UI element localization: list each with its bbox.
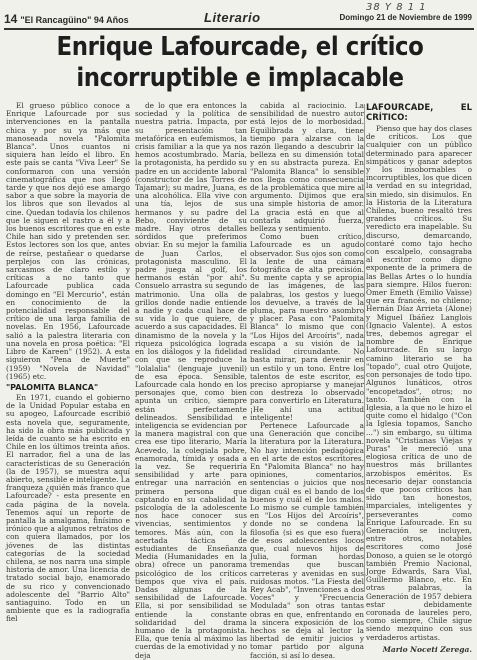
handwritten-archive-note: 38 Y 8 1 1 xyxy=(366,2,427,13)
paragraph: Pertenece Lafourcade a una Generación que concibe la literatura por la Literatura. No hay intención pedagógica en el arte de estos escritores. En "Palomita Blanca" no hay opiniones, comentarios, sentencias o juicios que nos digan cuál es el bando de los buenos y cuál el de los malos. Lo mismo se cumple también en "Los Hijos del Arcoíris", donde no se condena la filosofía (si es que eso fuera) de esos adolescentes locos que, cual nuevos hijos de Julia, forman hordas tremendas que buscan carreteras y avenidas en sus ruidosas motos. "La Fiesta del Rey Acab", "Invenciones a dos Voces" y "Frecuencia Modulada" son otras tantas obras en que, enfrentando en la sincera exposición de los hechos se deja al lector la libertad de emitir juicios y tomar partido por alguna facción, si así lo desea. xyxy=(250,420,364,660)
subheading: "PALOMITA BLANCA" xyxy=(6,382,99,392)
paragraph: cabida al raciocinio. La sensibilidad de nuestro autor está lejos de lo morbosidad. Equilibrada y clara, tiene tiempo para alzarse con la razón llegando a descubrir la belleza en su dimensión total y en su abstracta pureza. En "Palomita Blanca" lo sensible nos llega como consecuencia de la problemática que mire al argumento. Dijimos que era una simple historia de amor. La gracia está en que al contarla adquirió fuerza, belleza y sentimiento. xyxy=(250,101,364,234)
article-headline xyxy=(38,32,443,94)
sidebar-column xyxy=(366,103,472,654)
header-left xyxy=(4,12,129,26)
paragraph: El grueso público conoce a Enrique Lafourcade por sus intervenciones en la pantalla chica y por su ya más que manoseada novela "Palomita Blanca". Unos cuantos ni siquiera han leído el libro. En este país se canta "Viva Leer" Se conformaron con una versión cinematográfica que nos llegó tarde y que nos dejó ese amargo sabor a que sobre la mayoría de los libros que son llevados al cine. Quedan todavía los chilenos que le siguen el rastro a él y a los buenos escritores que en este Chile han sido y pretenden ser. Estos lectores son los que, antes de reírse, pestañear o quedarse perplejos con las crónicas, sarcasmos de claro estilo y críticas a no tanto que Lafourcade publica cada domingo en "El Mercurio", están en conocimiento de la potencialidad responsable del crítico de una larga familia de novelas. En 1956, Lafourcade salió a la palestra literaria con una novela en prosa poética: "El Libro de Kareen" (1952). A esta siguieron "Pena de Muerte" (1959) "Novela de Navidad" (1965) etc. xyxy=(6,101,130,381)
author-signature: Mario Noceti Zerega. xyxy=(382,644,472,654)
page-header xyxy=(4,12,474,26)
header-rule xyxy=(4,28,474,30)
headline-line-2: incorruptible e implacable xyxy=(76,63,404,93)
article-column-3 xyxy=(250,101,364,660)
paragraph: Pienso que hay dos clases de críticos. Los que cualquier con un público determinado para aparecer simpáticos y ganar adeptos y los insobornables o incorruptibles, los que dicen la verdad en su integridad, sin miedo, sin disimulos. En la Historia de la Literatura Chilena, bueno resaltó tres grandes críticos. Su veredicto era inapelable. Su discurso, demarcando, contaré como tajo hecho con escalpelo, consagraba al escritor como digno exponente de la primera de las Bellas Artes o lo hundía para siempre. Hilos fueron: Omer Emeth (Emilio Vaïsse) que era francés, no chileno; Hernán Díaz Arrieta (Alone) y Miguel Ibáñez Langlois (Ignacio Valente). A estos tres, debemos agregar el nombre de Enrique Lafourcade. En su largo camino literario se ha "topado", cual otro Quijote, con personajes de todo tipo. Algunos lunáticos, otros "encopetados", otros; no tanto. También con la Iglesia, a la que no le hizo el quite como el hidalgo ("Con la Iglesia topamos, Sancho ...") sin embargo, su última novela "Cristianas Viejas y Puras" le mereció una elogiosa crítica de uno de nuestros más brillantes arzobispos eméritos. Es necesario dejar constancia de que pocos críticos han sido tan honestos, imparciales, inteligentes y perseverantes como Enrique Lafourcade. En su Generación se incluyen, entre otros, notables escritores como José Donoso, a quien se le otorgó también Premio Nacional, Jorge Edwards, Sara Vial, Guillermo Blanco, etc. En otras palabras, la Generación de 1957 debiera estar debidamente coronada de laureles pero, como siempre, Chile sigue siendo mezquino con sus verdaderos artistas. xyxy=(366,124,472,642)
paragraph: de lo que era entonces la sociedad y la política de nuestra patria. Impacta, por su presentación tan metafórica en eufemismos, la crisis familiar a la que ya nos hemos acostumbrado. María, la protagonista, ha perdido su padre en un accidente laboral (constructor de las Torres de Tajamar); su madre, Juana, es una alcohólica. Ella vive con una tía, lejos de sus hermanos y su padre del Bebo, conviviente de su madre. Hay otros detalles sórdidos que preferimos obviar. En su mejor la familia de Juan Carlos, el protagonista masculino. El padre juega al golf, los hermanos están "por ahí". Consuelo arrastra su segundo matrimonio. Una olla de grillos donde nadie entiende a nadie y cada cual hace de su vida lo que quiere, de acuerdo a sus capacidades. El dinamismo de la novela y la riqueza psicológica lograda en los diálogos y la fidelidad con que se reproduce la "lolalalia" (lenguaje juvenil) de esa época. Sensible, Lafourcade cala hondo en los personajes que, como bien apunta un crítico, siempre están perfectamente delineados. Sensibilidad e inteligencia se evidencian por la manera magistral con que crea ese tipo literario, María Acevedo, la colegiala pobre, enamorada, tímida y osada a la vez. Se requeriría sensibilidad y arte para entregar una narración en primera persona que captando en su cabalidad la psicología de la adolescente nos hace conocer sus vivencias, sentimientos y temores. Más aún, con la acertada táctica de estudiantes de Enseñanza Media (Humanidades en la obra) ofrece un panorama psicológico de los críticos tiempos que viva el país. Dadas algunas de la sensibilidad de Lafourcade. Ella, si por sensibilidad se entiende la constante solidaridad del drama humano de la protagonista. Ella, que tenía al máximo las cuerdas de la emotividad y no deja xyxy=(135,101,247,660)
paragraph: Como buen crítico, Lafourcade es un agudo observador. Sus ojos son como la lente de una cámara fotográfica de alta precisión. Su mente capta y se apropia de las imágenes, de las palabras, los gestos y luego los devuelve, a través de la pluma, para nuestro asombro y placer. Pasa con "Palomita Blanca" lo mismo que con "Los Hijos del Arcoíris", nada escapa a su visión de la realidad circundante. No basta mirar, para devenir en un estilo y un tono. Entre los talentos de este escritor, es preciso apropiarse y manejar con destreza lo observado para convertirlo en Literatura. ¡He ahí una actitud inteligente! xyxy=(250,232,364,422)
section-title: Literario xyxy=(204,10,261,25)
sidebar-heading: LAFOURCADE, EL CRÍTICO: xyxy=(366,103,472,123)
headline-line-1: Enrique Lafourcade, el crítico xyxy=(56,32,424,62)
issue-date: Domingo 21 de Noviembre de 1999 xyxy=(339,13,472,22)
page-number: 14 xyxy=(4,12,18,26)
paragraph: En 1971, cuando el gobierno de la Unidad Popular estaba en su apogeo, Lafourcade escribió esta novela que, seguramente, ha sido la obra más publicada y leída de cuanto se ha escrito en Chile en los últimos treinta años. El narrador, fiel a una de las características de su Generación (la de 1957), se muestra aquí abierto, sensible e inteligente. La franqueza ¿quién más franco que Lafourcade? - esta presente en cada página de la novela. Tenemos aquí un reporte de pantalla la amalgama, finísimo e irónico que a algunos retratos de con quiera llamados, por los jóvenes de las distintas categorías de la sociedad chilena, se nos narra una simple historia de amor. Una licencia de tratado social bajo, enamorado de su rico y convencionado adolescente del "Barrio Alto" santiaguino. Todo en un ambiente que es la radiografía fiel xyxy=(6,392,130,624)
article-column-1 xyxy=(6,101,130,624)
article-column-2 xyxy=(135,101,247,660)
column-divider xyxy=(364,104,365,592)
newspaper-name: "El Rancagüino" 94 Años xyxy=(20,15,129,25)
